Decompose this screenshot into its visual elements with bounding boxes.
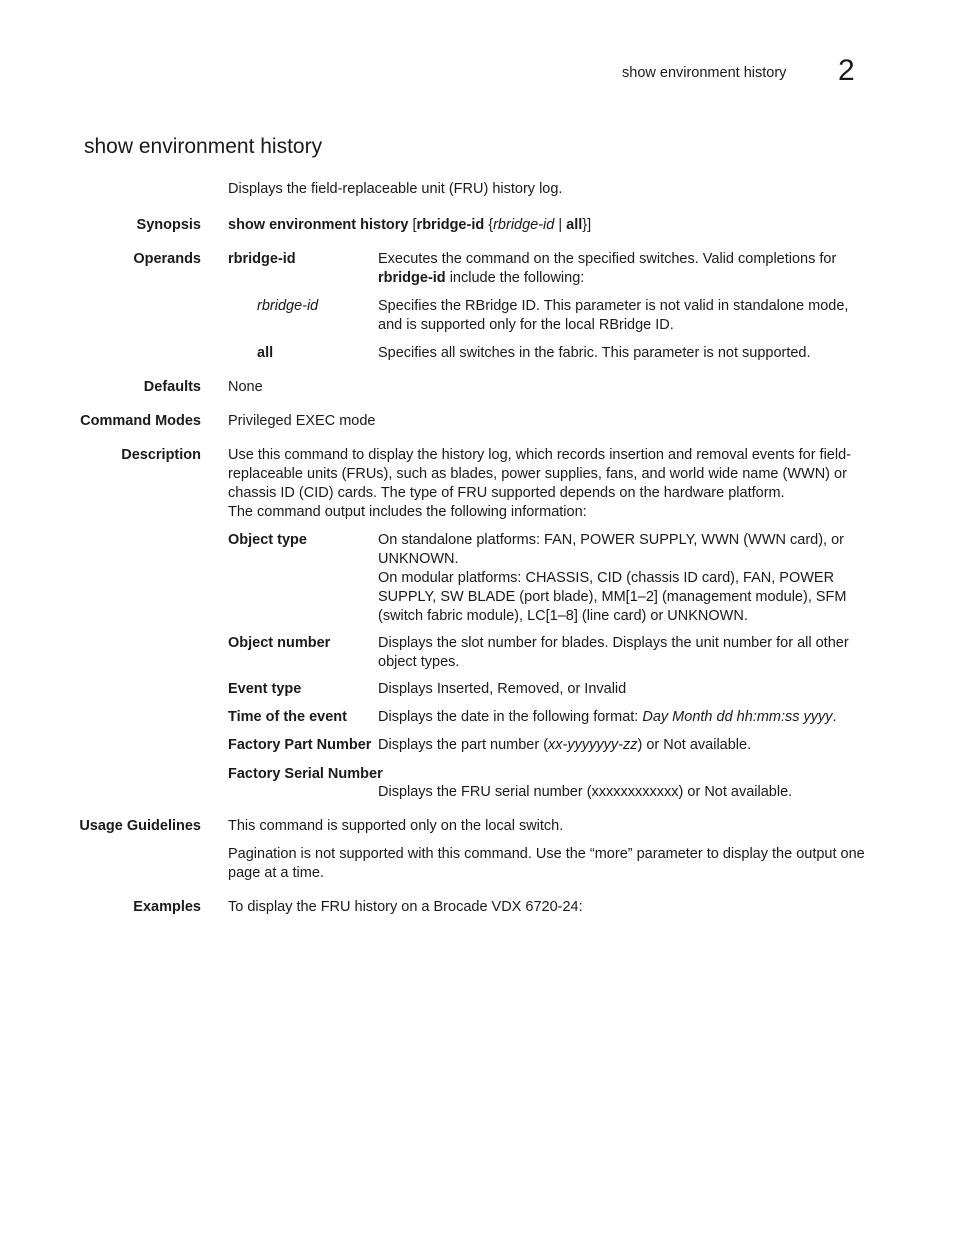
factory-serial-number-term: Factory Serial Number bbox=[228, 766, 383, 782]
synopsis-punct: [ bbox=[408, 217, 417, 233]
command-modes-value: Privileged EXEC mode bbox=[228, 413, 376, 429]
synopsis-punct: { bbox=[484, 217, 494, 233]
object-type-term: Object type bbox=[228, 532, 307, 548]
intro-text: Displays the field-replaceable unit (FRU) history log. bbox=[228, 181, 563, 197]
synopsis-punct: }] bbox=[582, 217, 592, 233]
suboperand-all-term: all bbox=[257, 345, 274, 361]
def-text: . bbox=[832, 709, 837, 725]
operands-label: Operands bbox=[133, 251, 201, 267]
object-type-standalone: On standalone platforms: FAN, POWER SUPPLY, WWN (WWN card), or UNKNOWN. bbox=[378, 532, 844, 567]
examples-text: To display the FRU history on a Brocade VDX 6720-24: bbox=[228, 899, 583, 915]
usage-guidelines-text-2: Pagination is not supported with this command. Use the “more” parameter to display the output one page at a time. bbox=[228, 846, 865, 881]
suboperand-rbridge-id-term: rbridge-id bbox=[257, 298, 319, 314]
suboperand-all-def: Specifies all switches in the fabric. This parameter is not supported. bbox=[378, 345, 811, 361]
def-text: ) or Not available. bbox=[637, 737, 752, 753]
object-type-def bbox=[378, 531, 868, 626]
running-header-title: show environment history bbox=[622, 65, 787, 81]
time-of-event-term: Time of the event bbox=[228, 709, 347, 725]
defaults-label: Defaults bbox=[143, 379, 201, 395]
event-type-def: Displays Inserted, Removed, or Invalid bbox=[378, 681, 627, 697]
description-output-intro: The command output includes the following information: bbox=[228, 504, 587, 520]
description-label: Description bbox=[121, 447, 201, 463]
synopsis-all: all bbox=[566, 217, 583, 233]
examples-label: Examples bbox=[133, 899, 201, 915]
operand-rbridge-id-term: rbridge-id bbox=[228, 251, 296, 267]
defaults-value: None bbox=[228, 379, 263, 395]
command-modes-label: Command Modes bbox=[80, 413, 201, 429]
object-number-term: Object number bbox=[228, 635, 331, 651]
synopsis-punct: | bbox=[554, 217, 567, 233]
usage-guidelines-text-1: This command is supported only on the local switch. bbox=[228, 818, 564, 834]
suboperand-rbridge-id-def: Specifies the RBridge ID. This parameter is not valid in standalone mode, and is supported only for the local RBridge ID. bbox=[378, 298, 849, 333]
def-text: Executes the command on the specified switches. Valid completions for bbox=[378, 251, 837, 267]
date-format: Day Month dd hh:mm:ss yyyy bbox=[642, 709, 833, 725]
synopsis-label: Synopsis bbox=[136, 217, 201, 233]
object-type-modular: On modular platforms: CHASSIS, CID (chassis ID card), FAN, POWER SUPPLY, SW BLADE (port blade), MM[1–2] (management module), SFM (switch fabric module), LC[1–8] (line card) or UNKNOWN. bbox=[378, 570, 847, 624]
synopsis-keyword: rbridge-id bbox=[416, 217, 485, 233]
def-text: Displays the part number ( bbox=[378, 737, 549, 753]
part-format: xx-yyyyyyy-zz bbox=[548, 737, 638, 753]
factory-part-number-def bbox=[378, 736, 868, 755]
synopsis-text bbox=[228, 216, 868, 235]
time-of-event-def bbox=[378, 708, 868, 727]
operand-rbridge-id-def bbox=[378, 250, 868, 288]
factory-part-number-term: Factory Part Number bbox=[228, 737, 372, 753]
usage-guidelines-label: Usage Guidelines bbox=[79, 818, 201, 834]
synopsis-command: show environment history bbox=[228, 217, 409, 233]
def-keyword: rbridge-id bbox=[378, 270, 446, 286]
def-text: include the following: bbox=[445, 270, 585, 286]
object-number-def: Displays the slot number for blades. Displays the unit number for all other object types. bbox=[378, 635, 849, 670]
chapter-number: 2 bbox=[838, 54, 855, 87]
factory-serial-number-def: Displays the FRU serial number (xxxxxxxxxxxx) or Not available. bbox=[378, 784, 793, 800]
def-text: Displays the date in the following format: bbox=[378, 709, 643, 725]
page-title: show environment history bbox=[84, 135, 323, 158]
synopsis-argument: rbridge-id bbox=[493, 217, 555, 233]
description-text: Use this command to display the history log, which records insertion and removal events for field-replaceable units (FRUs), such as blades, power supplies, fans, and world wide name (WWN) or chassis ID (CID) cards. The type of FRU supported depends on the hardware platform. bbox=[228, 447, 851, 501]
event-type-term: Event type bbox=[228, 681, 302, 697]
